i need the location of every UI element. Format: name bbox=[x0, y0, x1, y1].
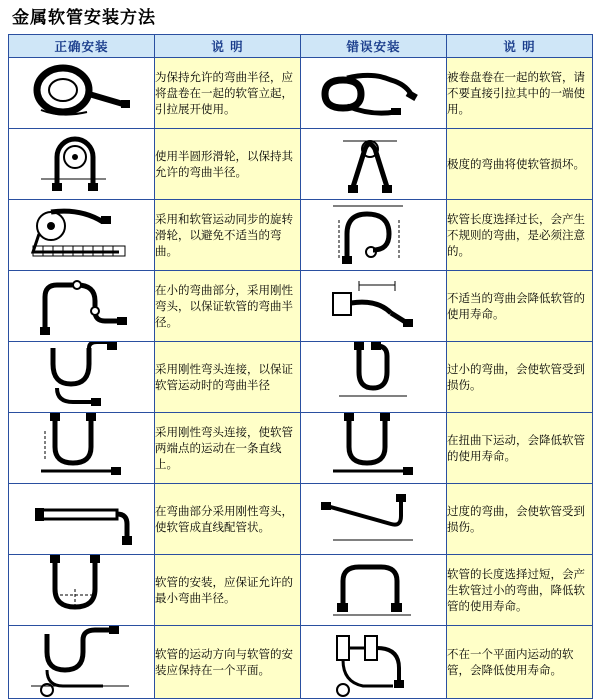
rigid-bend-small-radius-figure bbox=[9, 271, 153, 341]
figure-cell-wrong bbox=[301, 129, 447, 200]
rigid-elbow-motion-figure bbox=[9, 342, 153, 412]
long-hose-irregular-bend-figure bbox=[301, 200, 445, 270]
figure-cell-wrong bbox=[301, 484, 447, 555]
hose-installation-table bbox=[8, 34, 593, 699]
sharp-bend-pulley-figure bbox=[301, 129, 445, 199]
out-of-plane-motion-figure bbox=[301, 626, 445, 698]
too-long-hose-figure bbox=[301, 555, 445, 625]
figure-cell-wrong bbox=[301, 271, 447, 342]
note-cell-correct: 使用半圆形滑轮，以保持其允许的弯曲半径。 bbox=[155, 129, 301, 200]
semicircle-sheave-figure bbox=[9, 129, 153, 199]
figure-cell-correct bbox=[9, 626, 155, 699]
table-row bbox=[9, 200, 593, 271]
figure-cell-correct bbox=[9, 484, 155, 555]
figure-cell-correct bbox=[9, 342, 155, 413]
header-wrong-install: 错误安装 bbox=[301, 35, 447, 58]
twisted-u-figure bbox=[301, 413, 445, 483]
figure-cell-correct bbox=[9, 58, 155, 129]
note-cell-correct: 采用和软管运动同步的旋转滑轮，以避免不适当的弯曲。 bbox=[155, 200, 301, 271]
note-cell-wrong: 极度的弯曲将使软管损坏。 bbox=[447, 129, 593, 200]
header-correct-install: 正确安装 bbox=[9, 35, 155, 58]
rotating-sheave-chain-figure bbox=[9, 200, 153, 270]
note-cell-wrong: 不适当的弯曲会降低软管的使用寿命。 bbox=[447, 271, 593, 342]
table-header-row bbox=[9, 35, 593, 58]
figure-cell-wrong bbox=[301, 58, 447, 129]
header-correct-note: 说 明 bbox=[155, 35, 301, 58]
table-row bbox=[9, 129, 593, 200]
note-cell-correct: 软管的运动方向与软管的安装应保持在一个平面。 bbox=[155, 626, 301, 699]
figure-cell-wrong bbox=[301, 342, 447, 413]
figure-cell-wrong bbox=[301, 200, 447, 271]
header-wrong-note: 说 明 bbox=[447, 35, 593, 58]
figure-cell-correct bbox=[9, 200, 155, 271]
u-shape-straight-line-figure bbox=[9, 413, 153, 483]
coiled-hose-standing-figure bbox=[9, 58, 153, 128]
over-bend-elbow-figure bbox=[301, 484, 445, 554]
table-row bbox=[9, 58, 593, 129]
too-small-bend-figure bbox=[301, 342, 445, 412]
page-title: 金属软管安装方法 bbox=[12, 8, 156, 28]
improper-bend-figure bbox=[301, 271, 445, 341]
table-row bbox=[9, 342, 593, 413]
min-bend-radius-figure bbox=[9, 555, 153, 625]
note-cell-wrong: 软管的长度选择过短，会产生软管过小的弯曲，降低软管的使用寿命。 bbox=[447, 555, 593, 626]
note-cell-wrong: 过小的弯曲，会使软管受到损伤。 bbox=[447, 342, 593, 413]
table-row bbox=[9, 413, 593, 484]
table-row bbox=[9, 484, 593, 555]
note-cell-wrong: 过度的弯曲，会使软管受到损伤。 bbox=[447, 484, 593, 555]
note-cell-correct: 在小的弯曲部分，采用刚性弯头，以保证软管的弯曲半径。 bbox=[155, 271, 301, 342]
coiled-hose-pulled-figure bbox=[301, 58, 445, 128]
note-cell-correct: 采用刚性弯头连接，使软管两端点的运动在一条直线上。 bbox=[155, 413, 301, 484]
note-cell-correct: 采用刚性弯头连接，以保证软管运动时的弯曲半径 bbox=[155, 342, 301, 413]
figure-cell-correct bbox=[9, 271, 155, 342]
figure-cell-correct bbox=[9, 129, 155, 200]
straight-pipe-elbow-figure bbox=[9, 484, 153, 554]
note-cell-correct: 在弯曲部分采用刚性弯头，使软管成直线配管状。 bbox=[155, 484, 301, 555]
figure-cell-correct bbox=[9, 555, 155, 626]
table-row bbox=[9, 271, 593, 342]
same-plane-motion-figure bbox=[9, 626, 153, 698]
figure-cell-wrong bbox=[301, 555, 447, 626]
note-cell-wrong: 在扭曲下运动，会降低软管的使用寿命。 bbox=[447, 413, 593, 484]
figure-cell-wrong bbox=[301, 626, 447, 699]
note-cell-wrong: 被卷盘卷在一起的软管，请不要直接引拉其中的一端使用。 bbox=[447, 58, 593, 129]
table-row bbox=[9, 555, 593, 626]
figure-cell-wrong bbox=[301, 413, 447, 484]
table-row bbox=[9, 626, 593, 699]
note-cell-correct: 为保持允许的弯曲半径，应将盘卷在一起的软管立起，引拉展开使用。 bbox=[155, 58, 301, 129]
note-cell-wrong: 不在一个平面内运动的软管，会降低使用寿命。 bbox=[447, 626, 593, 699]
note-cell-correct: 软管的安装，应保证允许的最小弯曲半径。 bbox=[155, 555, 301, 626]
note-cell-wrong: 软管长度选择过长，会产生不规则的弯曲，是必须注意的。 bbox=[447, 200, 593, 271]
figure-cell-correct bbox=[9, 413, 155, 484]
